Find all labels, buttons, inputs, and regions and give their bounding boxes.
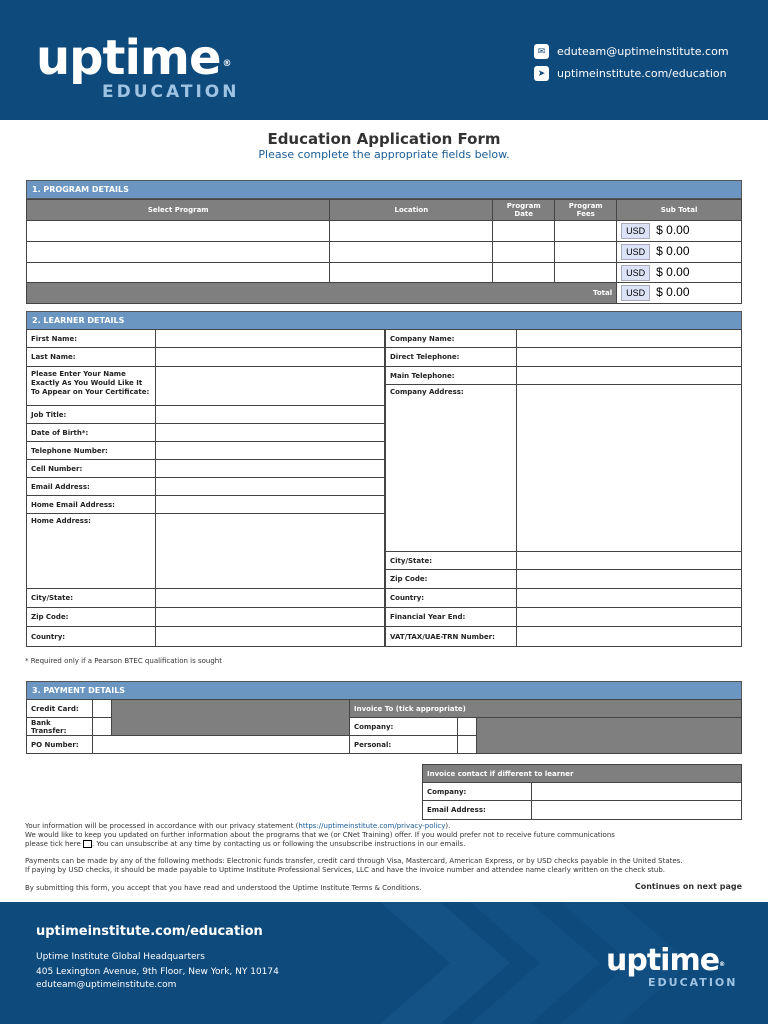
opt-out-checkbox[interactable] xyxy=(83,840,92,848)
bank-transfer-label: Bank Transfer: xyxy=(27,718,93,736)
vat-number-label: VAT/TAX/UAE-TRN Number: xyxy=(386,627,517,647)
bank-transfer-checkbox[interactable] xyxy=(93,718,112,736)
company-city-state-field[interactable] xyxy=(517,552,742,570)
certificate-name-label: Please Enter Your Name Exactly As You Would Like It To Appear on Your Certificate: xyxy=(27,367,156,406)
email-label: Email Address: xyxy=(27,478,156,496)
privacy-text-end: ). xyxy=(445,822,451,830)
cursor-icon: ➤ xyxy=(534,66,549,81)
last-name-field[interactable] xyxy=(156,348,385,367)
company-zip-label: Zip Code: xyxy=(386,570,517,589)
invoice-contact-heading: Invoice contact if different to learner xyxy=(423,765,742,783)
envelope-icon: ✉ xyxy=(534,44,549,59)
total-cell xyxy=(617,283,742,304)
main-telephone-label: Main Telephone: xyxy=(386,367,517,385)
footer-logo xyxy=(606,943,738,989)
select-program-field[interactable] xyxy=(27,221,330,242)
footer-url[interactable]: uptimeinstitute.com/education xyxy=(36,924,263,939)
unsubscribe-text: . You can unsubscribe at any time by contacting us or following the unsubscribe instructions in our emails. xyxy=(92,840,466,848)
dob-field[interactable] xyxy=(156,424,385,442)
zip-code-label: Zip Code: xyxy=(27,608,156,627)
col-program-fees: Program Fees xyxy=(555,200,617,221)
header-email[interactable] xyxy=(534,44,729,59)
financial-year-end-label: Financial Year End: xyxy=(386,608,517,627)
program-table xyxy=(26,199,742,304)
currency-tag: USD xyxy=(621,244,650,260)
subtotal-cell xyxy=(617,242,742,263)
form-subtitle: Please complete the appropriate fields below. xyxy=(258,148,510,161)
program-details-heading: 1. PROGRAM DETAILS xyxy=(26,180,742,199)
tick-text: please tick here xyxy=(25,840,81,848)
total-row xyxy=(27,283,742,304)
po-number-field[interactable] xyxy=(93,736,350,754)
footer-logo-subtitle: EDUCATION xyxy=(648,976,738,989)
invoice-personal-checkbox[interactable] xyxy=(458,736,477,754)
invoice-company-label: Company: xyxy=(350,718,458,736)
company-zip-field[interactable] xyxy=(517,570,742,589)
home-address-field[interactable] xyxy=(156,514,385,589)
home-address-label: Home Address: xyxy=(27,514,156,589)
last-name-label: Last Name: xyxy=(27,348,156,367)
learner-company-table xyxy=(385,329,742,647)
program-fees-field[interactable] xyxy=(555,242,617,263)
direct-telephone-field[interactable] xyxy=(517,348,742,367)
cell-label: Cell Number: xyxy=(27,460,156,478)
invoice-contact-email-label: Email Address: xyxy=(423,801,532,820)
location-field[interactable] xyxy=(330,242,493,263)
first-name-label: First Name: xyxy=(27,330,156,348)
form-title: Education Application Form xyxy=(267,130,501,148)
credit-card-label: Credit Card: xyxy=(27,700,93,718)
privacy-note xyxy=(25,822,745,849)
company-country-label: Country: xyxy=(386,589,517,608)
select-program-field[interactable] xyxy=(27,242,330,263)
currency-tag: USD xyxy=(621,285,650,301)
footer-logo-registered-mark: ® xyxy=(719,961,725,968)
home-email-label: Home Email Address: xyxy=(27,496,156,514)
telephone-field[interactable] xyxy=(156,442,385,460)
country-label: Country: xyxy=(27,627,156,647)
currency-tag: USD xyxy=(621,223,650,239)
privacy-text: Your information will be processed in accordance with our privacy statement ( xyxy=(25,822,299,830)
invoice-company-checkbox[interactable] xyxy=(458,718,477,736)
job-title-field[interactable] xyxy=(156,406,385,424)
telephone-label: Telephone Number: xyxy=(27,442,156,460)
logo-registered-mark: ® xyxy=(222,59,231,69)
company-country-field[interactable] xyxy=(517,589,742,608)
col-program-date: Program Date xyxy=(493,200,555,221)
email-field[interactable] xyxy=(156,478,385,496)
col-sub-total: Sub Total xyxy=(617,200,742,221)
payment-details-heading: 3. PAYMENT DETAILS xyxy=(26,681,742,700)
invoice-to-heading: Invoice To (tick appropriate) xyxy=(350,700,742,718)
terms-note: By submitting this form, you accept that you have read and understood the Uptime Institute Terms & Conditions. xyxy=(25,884,422,892)
company-address-label: Company Address: xyxy=(386,385,517,552)
city-state-field[interactable] xyxy=(156,589,385,608)
program-fees-field[interactable] xyxy=(555,263,617,283)
footer-address: 405 Lexington Avenue, 9th Floor, New York, NY 10174 xyxy=(36,967,279,977)
learner-details-heading: 2. LEARNER DETAILS xyxy=(26,311,742,330)
program-date-field[interactable] xyxy=(493,221,555,242)
page-header xyxy=(0,0,768,120)
table-row xyxy=(27,263,742,283)
invoice-personal-label: Personal: xyxy=(350,736,458,754)
first-name-field[interactable] xyxy=(156,330,385,348)
credit-card-checkbox[interactable] xyxy=(93,700,112,718)
col-location: Location xyxy=(330,200,493,221)
cell-field[interactable] xyxy=(156,460,385,478)
vat-number-field[interactable] xyxy=(517,627,742,647)
invoice-contact-table xyxy=(422,764,742,820)
dob-footnote: * Required only if a Pearson BTEC qualification is sought xyxy=(25,657,222,665)
zip-code-field[interactable] xyxy=(156,608,385,627)
check-payable-text: If paying by USD checks, it should be made payable to Uptime Institute Professional Services, LLC and have the invoice number and attendee name clearly written on the check stub. xyxy=(25,866,665,874)
footer-hq: Uptime Institute Global Headquarters xyxy=(36,952,205,962)
payment-methods-note xyxy=(25,857,745,875)
financial-year-end-field[interactable] xyxy=(517,608,742,627)
page-footer xyxy=(0,902,768,1024)
invoice-gray-block xyxy=(477,718,742,754)
logo-subtitle: EDUCATION xyxy=(102,82,240,102)
subtotal-value: $ 0.00 xyxy=(656,244,690,258)
payment-methods-text: Payments can be made by any of the following methods: Electronic funds transfer, credit card through Visa, Mastercard, American Express, or by USD checks payable in the United States. xyxy=(25,857,683,865)
continues-label: Continues on next page xyxy=(634,882,742,891)
header-email-text[interactable]: eduteam@uptimeinstitute.com xyxy=(557,45,729,58)
home-email-field[interactable] xyxy=(156,496,385,514)
company-name-label: Company Name: xyxy=(386,330,517,348)
subtotal-value: $ 0.00 xyxy=(656,223,690,237)
updates-text: We would like to keep you updated on further information about the programs that we (or CNet Training) offer. If you would prefer not to receive future communications xyxy=(25,831,615,839)
program-date-field[interactable] xyxy=(493,242,555,263)
company-name-field[interactable] xyxy=(517,330,742,348)
select-program-field[interactable] xyxy=(27,263,330,283)
learner-personal-table xyxy=(26,329,385,647)
total-label: Total xyxy=(27,283,617,304)
invoice-contact-company-field[interactable] xyxy=(532,783,742,801)
invoice-contact-email-field[interactable] xyxy=(532,801,742,820)
job-title-label: Job Title: xyxy=(27,406,156,424)
company-address-field[interactable] xyxy=(517,385,742,552)
country-field[interactable] xyxy=(156,627,385,647)
program-fees-field[interactable] xyxy=(555,221,617,242)
main-telephone-field[interactable] xyxy=(517,367,742,385)
header-website[interactable] xyxy=(534,66,727,81)
subtotal-cell xyxy=(617,263,742,283)
table-row xyxy=(27,221,742,242)
program-date-field[interactable] xyxy=(493,263,555,283)
dob-label: Date of Birth*: xyxy=(27,424,156,442)
table-row xyxy=(27,242,742,263)
po-number-label: PO Number: xyxy=(27,736,93,754)
currency-tag: USD xyxy=(621,265,650,281)
subtotal-cell xyxy=(617,221,742,242)
logo-word: uptime xyxy=(36,30,221,86)
footer-logo-word: uptime xyxy=(606,943,720,978)
company-city-state-label: City/State: xyxy=(386,552,517,570)
footer-email[interactable]: eduteam@uptimeinstitute.com xyxy=(36,980,177,990)
location-field[interactable] xyxy=(330,263,493,283)
invoice-contact-company-label: Company: xyxy=(423,783,532,801)
certificate-name-field[interactable] xyxy=(156,367,385,406)
privacy-policy-link[interactable]: https://uptimeinstitute.com/privacy-policy xyxy=(298,822,446,830)
location-field[interactable] xyxy=(330,221,493,242)
payment-table xyxy=(26,699,742,754)
header-website-text[interactable]: uptimeinstitute.com/education xyxy=(557,67,727,80)
payment-gray-block xyxy=(112,700,350,736)
col-select-program: Select Program xyxy=(27,200,330,221)
uptime-logo xyxy=(36,30,240,102)
city-state-label: City/State: xyxy=(27,589,156,608)
subtotal-value: $ 0.00 xyxy=(656,264,690,279)
direct-telephone-label: Direct Telephone: xyxy=(386,348,517,367)
total-value: $ 0.00 xyxy=(656,285,690,299)
